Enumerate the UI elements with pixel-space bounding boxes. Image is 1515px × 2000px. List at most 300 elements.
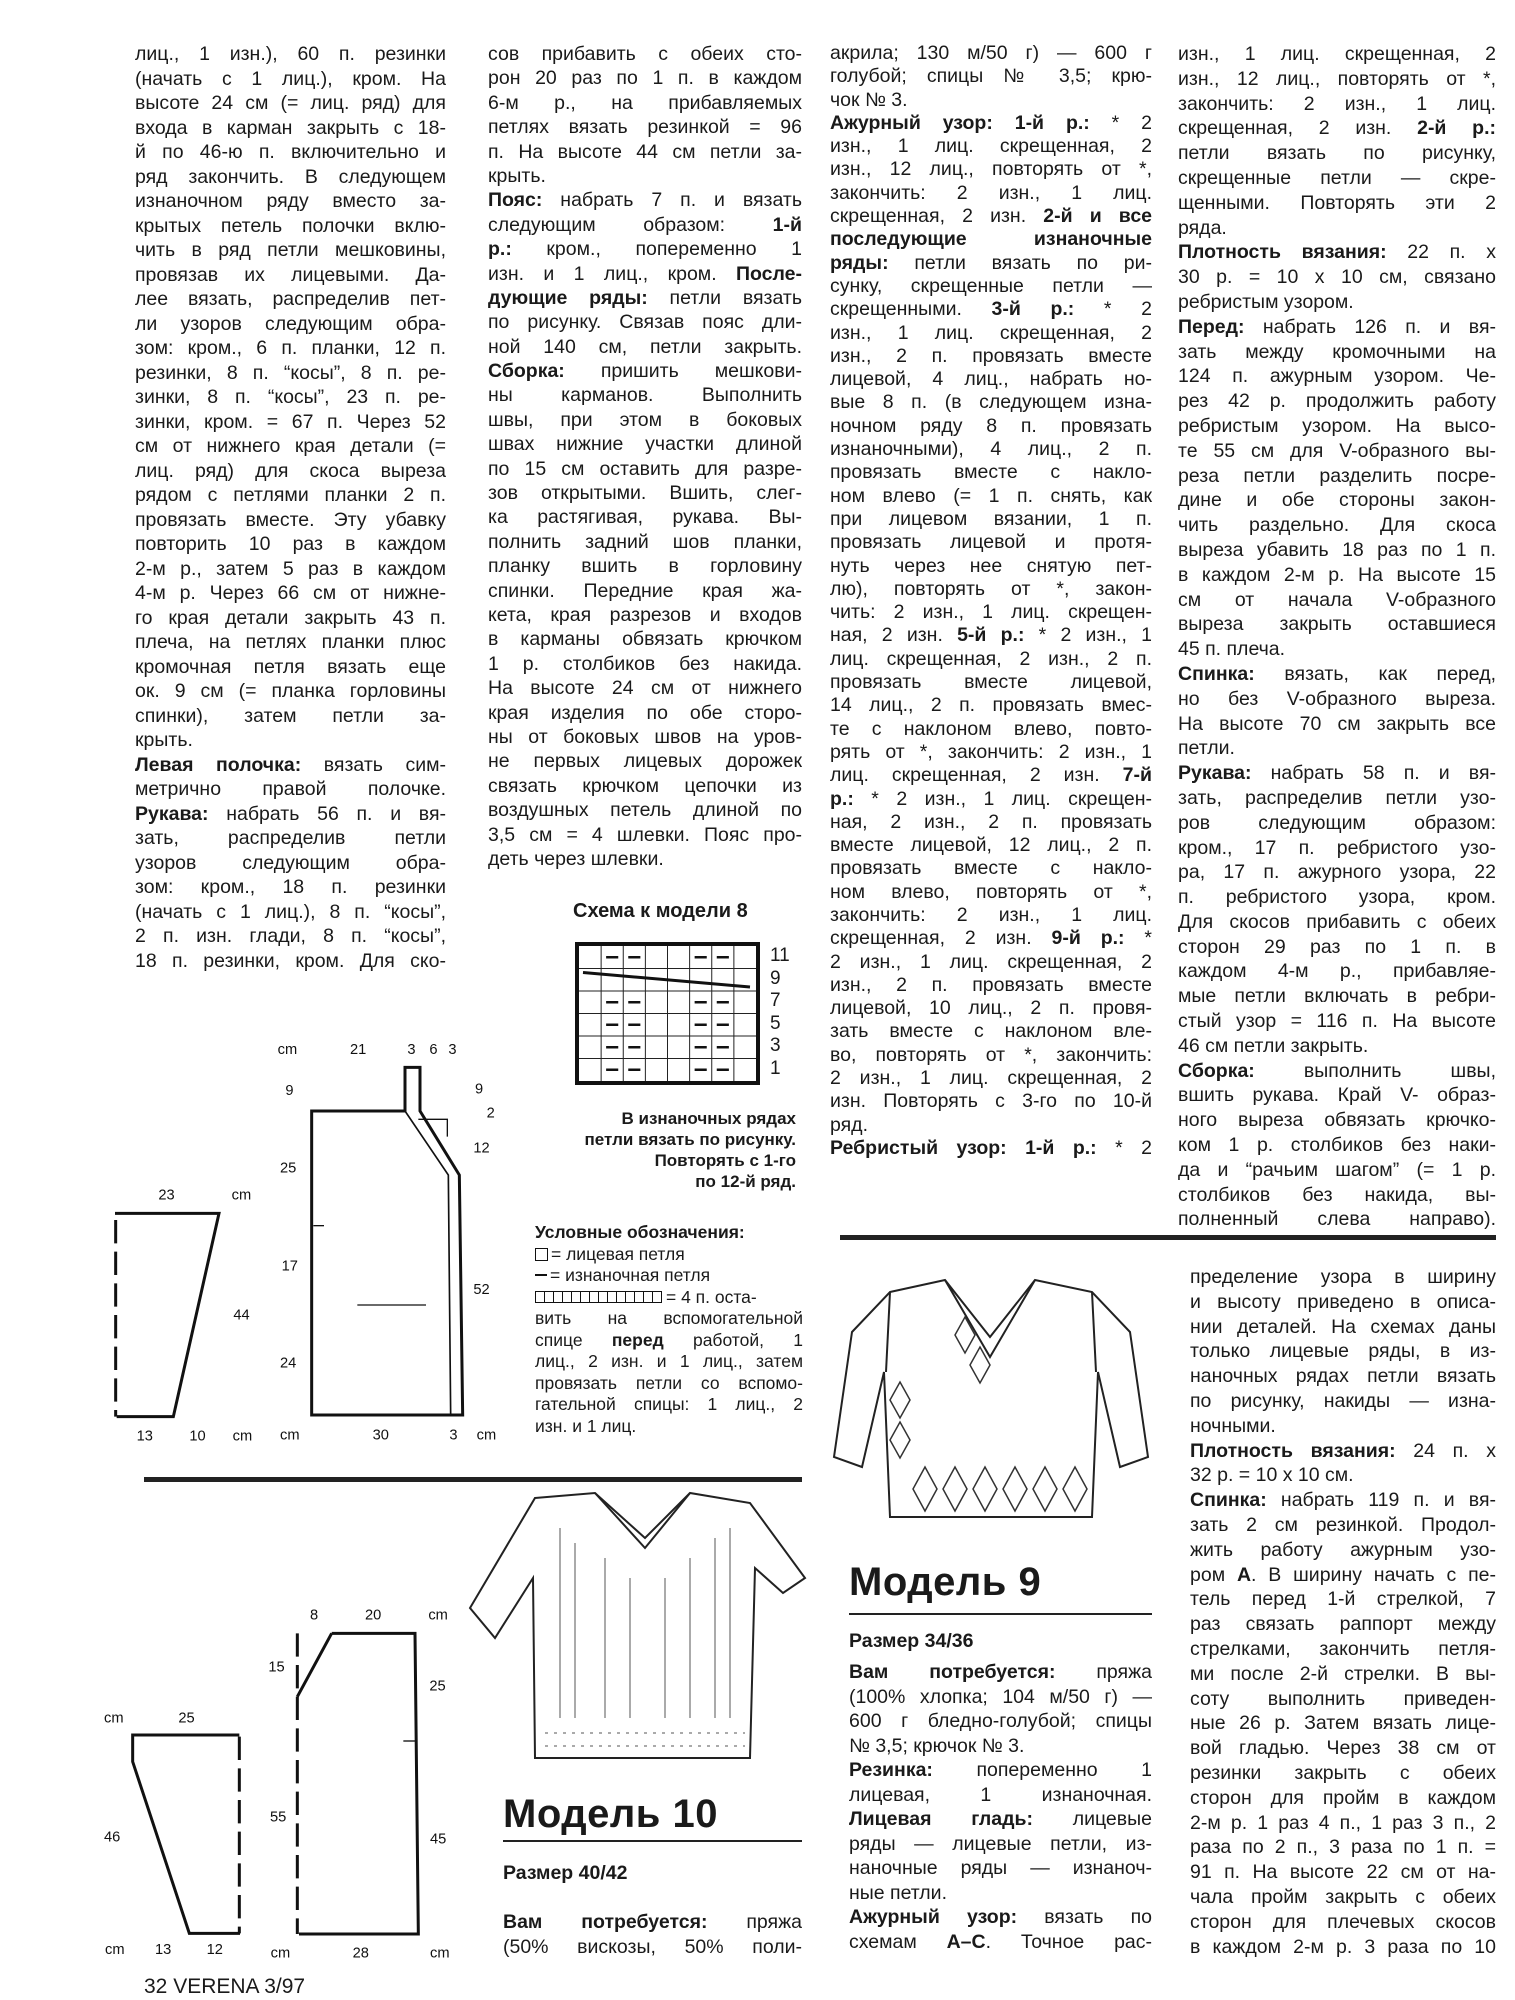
text-line: (50% вискозы, 50% поли- [503,1935,802,1958]
text-line: зом: кром., 18 п. резинки [135,876,446,898]
text-line: ром А. В ширину начать с пе- [1190,1563,1497,1586]
svg-text:3: 3 [407,1042,416,1058]
text-line: ные 26 р. Затем вязать лице- [1190,1712,1496,1735]
text-line: швах нижние участки длиной [488,433,802,456]
text-line: швы, при этом в боковых [488,408,802,431]
text-line: крыть. [135,729,193,751]
text-line: лицевой, 10 лиц., 2 п. провя- [830,997,1152,1020]
text-line: Вам потребуется: пряжа [503,1911,802,1933]
cable-symbol-icon [535,1291,662,1303]
text-line: скрещенные петли — скре- [1178,166,1496,189]
text-line: Резинка: попеременно 1 [849,1759,1152,1781]
text-line: скрещенными. 3-й р.: * 2 [830,298,1152,321]
text-line: столбиков без накида, вы- [1178,1183,1496,1206]
text-line: в каждом 2-м р. На высоте 15 [1178,563,1496,586]
text-line: зов открытыми. Вшить, слег- [488,482,802,505]
chart-row-number: 3 [770,1035,781,1056]
text-line: изн., 1 лиц. скрещенная, 2 [1178,43,1496,65]
text-line: зинки, 8 п. “косы”, 23 п. ре- [135,386,446,408]
text-line: ряд. [830,1113,868,1136]
text-line: ны от боковых швов на уров- [488,725,802,748]
text-line: наночные ряды — изнаноч- [849,1857,1152,1879]
chart-note-line: В изнаночных рядах [621,1109,796,1128]
text-line: Рукава: набрать 56 п. и вя- [135,802,446,825]
text-line: вой гладью. Через 38 см от [1190,1737,1496,1760]
svg-text:cm: cm [277,1042,298,1058]
text-line: см от нижнего края детали (= [135,435,446,457]
text-line: ряды: петли вязать по ри- [830,251,1152,274]
text-line: резинки, 8 п. “косы”, 8 п. ре- [135,361,446,384]
chart-note-line: Повторять с 1-го [654,1151,796,1170]
back-outline [297,1633,418,1934]
text-line: ном влево, повторять от *, [830,880,1152,903]
text-line: вые 8 п. (в следующем изна- [830,391,1152,414]
text-line: метрично правой полочке. [135,778,446,800]
svg-text:9: 9 [285,1083,294,1099]
chart-row-number: 5 [770,1012,781,1034]
text-line: раза по 2 п., 3 раза по 1 п. = [1190,1836,1496,1859]
text-line: лиц. скрещенная, 2 изн., 2 п. [830,647,1152,670]
legend-knit: = лицевая петля [535,1244,803,1266]
text-line: провязав их лицевыми. Да- [135,263,446,286]
text-line: и высоту приведено в описа- [1190,1290,1496,1313]
text-line: скрещенная, 2 изн. 2-й и все [830,205,1153,228]
text-line: п. ребристого узора, кром. [1178,886,1496,909]
text-line: скрещенная, 2 изн. 2-й р.: [1178,117,1496,140]
svg-text:2: 2 [486,1105,495,1122]
svg-text:12: 12 [206,1942,223,1958]
text-line: реза петли разделить посре- [1178,464,1496,487]
legend [535,1222,803,1437]
text-line: 32 р. = 10 х 10 см. [1190,1464,1354,1487]
text-line: рон 20 раз по 1 п. в каждом [488,67,802,90]
text-line: петли. [1178,737,1235,760]
text-line: ная, 2 изн. 5-й р.: * 2 изн., 1 [830,624,1152,647]
text-line: 600 г бледно-голубой; спицы [849,1710,1152,1732]
text-line: го края детали закрыть 43 п. [135,606,446,629]
text-line: лиц., 1 изн.), 60 п. резинки [135,43,446,65]
text-line: 46 см петли закрыть. [1178,1034,1369,1057]
svg-text:12: 12 [473,1140,490,1157]
text-line: изн., 12 лиц., повторять от *, [1178,67,1496,90]
text-line: кета, края разрезов и входов [488,603,802,626]
text-line: дине и обе стороны закон- [1178,489,1496,512]
text-line: спице перед работой, 1 [535,1329,803,1350]
text-line: изн. Повторять с 3-го по 10-й [830,1090,1152,1113]
svg-text:13: 13 [155,1942,172,1958]
text-line: чить раздельно. Для скоса [1178,514,1496,537]
text-line: рядом с петлями планки 2 п. [135,484,446,506]
text-line: ны карманов. Выполнить [488,384,802,407]
text-line: зом: кром., 6 п. планки, 12 п. [135,337,446,359]
page-footer: 32 VERENA 3/97 [144,1975,306,1998]
model9-sweater-illustration [830,1262,1150,1532]
svg-text:25: 25 [280,1160,297,1177]
text-line: выреза убавить 18 раз по 1 п. [1178,538,1496,561]
text-line: изн., 1 лиц. скрещенная, 2 [830,321,1152,344]
sleeve-outline [115,1213,219,1416]
text-line: спинки), затем петли за- [135,704,446,727]
text-line: зать между кромочными на [1178,340,1496,363]
text-line: лее вязать, распределив пет- [135,288,446,310]
text-line: ная, 2 изн., 2 п. провязать [830,810,1152,833]
legend-title: Условные обозначения: [535,1222,745,1242]
text-line: закончить: 2 изн., 1 лиц. [1178,92,1496,115]
text-line: изн., 1 лиц. скрещенная, 2 [830,135,1152,158]
text-line: На высоте 70 см закрыть все [1178,712,1496,735]
diamond-motifs [890,1317,1087,1511]
svg-text:cm: cm [105,1942,125,1958]
text-line: изн., 2 п. провязать вместе [830,973,1152,996]
text-line: во, повторять от *, закончить: [830,1043,1152,1066]
text-line: 91 п. На высоте 22 см от на- [1190,1861,1496,1884]
text-line: ли узоров следующим обра- [135,312,446,335]
svg-text:20: 20 [365,1607,382,1624]
svg-text:cm: cm [428,1607,448,1624]
text-line: Сборка: выполнить швы, [1178,1059,1496,1082]
text-line: 6-м р., на прибавляемых [488,91,802,114]
svg-text:23: 23 [158,1187,175,1204]
text-line: крыть. [488,164,546,187]
text-line: ра, 17 п. ажурного узора, 22 [1178,861,1496,884]
model8-pattern-diagram [100,1030,520,1450]
svg-text:cm: cm [231,1187,252,1204]
model9-column-continued [1190,1265,1496,1959]
svg-text:45: 45 [430,1831,447,1848]
svg-text:10: 10 [189,1428,206,1445]
text-line: ряд закончить. В следующем [135,165,446,188]
text-line: провязать петли со вспомо- [535,1372,803,1393]
text-line: р.: кром., попеременно 1 [488,238,802,261]
svg-text:cm: cm [232,1428,253,1445]
text-line: узоров следующим обра- [135,851,446,874]
svg-text:cm: cm [104,1710,124,1727]
chart-notes [585,1108,796,1192]
text-line: 18 п. резинки, кром. Для ско- [135,949,446,972]
svg-text:21: 21 [350,1042,367,1058]
model10-pattern-diagram [90,1590,480,1980]
text-line: воздушных петель длиной по [488,799,802,822]
article-column-1 [135,42,446,973]
text-line: чить: 2 изн., 1 лиц. скрещен- [830,601,1152,624]
text-line: лиц., 2 изн. и 1 лиц., затем [535,1351,803,1371]
text-line: 2 изн., 1 лиц. скрещенная, 2 [830,1067,1152,1090]
svg-text:6: 6 [429,1042,438,1058]
text-line: изнаночными), 4 лиц., 2 п. [830,438,1152,461]
text-line: по рисунку. Связав пояс дли- [488,311,802,334]
text-line: ров следующим образом: [1178,811,1496,834]
text-line: (начать с 1 лиц.), кром. На [135,67,446,90]
svg-text:25: 25 [429,1678,446,1695]
text-line: ребристым узором. На высо- [1178,414,1496,437]
svg-text:46: 46 [104,1829,121,1846]
text-line: Сборка: пришить мешкови- [488,360,802,383]
text-line: ребристым узором. [1178,290,1354,313]
chart-row-number: 1 [770,1057,781,1079]
text-line: (100% хлопка; 104 м/50 г) — [849,1685,1152,1708]
model10-title: Модель 10 [503,1792,718,1836]
text-line: зать вместе с наклоном вле- [830,1020,1152,1043]
text-line: вить на вспомогательной [535,1308,803,1328]
text-line: провязать вместе лицевой, [830,671,1152,694]
model9-title-rule [849,1613,1152,1615]
svg-text:9: 9 [475,1081,484,1098]
text-line: На высоте 24 см от нижнего [488,677,802,700]
text-line: изн. и 1 лиц., кром. После- [488,262,802,285]
text-line: лицевая, 1 изнаночная. [849,1783,1152,1806]
text-line: раз связать раппорт между [1190,1613,1496,1636]
svg-text:52: 52 [473,1282,490,1298]
text-line: резинки закрыть с обеих [1190,1761,1496,1784]
svg-text:17: 17 [281,1258,298,1275]
text-line: последующие изнаночные [830,228,1152,251]
model9-size: Размер 34/36 [849,1630,974,1652]
svg-text:3: 3 [448,1042,457,1058]
section-divider-right [840,1235,1496,1240]
text-line: ряда. [1178,216,1227,239]
text-line: ночном ряду 8 п. провязать [830,414,1152,437]
text-line: Левая полочка: вязать сим- [135,753,447,776]
text-line: стрелками, закончить петля- [1190,1637,1496,1660]
text-line: ок. 9 см (= планка горловины [135,680,446,702]
text-line: изн., 2 п. провязать вместе [830,344,1152,367]
text-line: лиц. скрещенная, 2 изн. 7-й [830,764,1152,787]
text-line: Рукава: набрать 58 п. и вя- [1178,762,1496,785]
chart-row-number: 9 [770,967,781,989]
text-line: спинки. Передние края жа- [488,579,802,602]
text-line: те 55 см для V-образного вы- [1178,439,1496,462]
schema-title: Схема к модели 8 [573,900,748,922]
text-line: стый узор = 116 п. На высоте [1178,1010,1496,1033]
text-line: деть через шлевки. [488,847,664,870]
text-line: ночными. [1190,1414,1276,1437]
text-line: 2-м р., затем 5 раз в каждом [135,557,446,580]
text-line: 2-м р. 1 раз 4 п., 1 раз 3 п., 2 [1190,1811,1496,1834]
text-line: акрила; 130 м/50 г) — 600 г [830,42,1152,64]
text-line: зать 2 см резинкой. Продол- [1190,1513,1496,1536]
text-line: полненный слева направо). [1178,1208,1496,1231]
svg-text:24: 24 [280,1355,297,1372]
text-line: 14 лиц., 2 п. провязать вмес- [830,694,1152,717]
text-line: наночных рядах петли вязать [1190,1365,1496,1388]
text-line: следующим образом: 1-й [488,213,802,236]
text-line: зать, распределив петли [135,827,446,849]
text-line: схемам А–С. Точное рас- [849,1930,1152,1953]
svg-text:30: 30 [372,1427,389,1444]
chart-note-line: петли вязать по рисунку. [584,1130,796,1149]
svg-text:55: 55 [270,1809,287,1826]
text-line: 30 р. = 10 х 10 см, связано [1178,266,1496,289]
text-line: тель перед 1-й стрелкой, 7 [1190,1588,1496,1611]
text-line: ком 1 р. столбиков без наки- [1178,1134,1496,1157]
text-line: по 15 см оставить для разре- [488,457,802,480]
text-line: при лицевом вязании, 1 п. [830,507,1152,530]
text-line: сторон для плечевых скосов [1190,1910,1496,1933]
text-line: ной 140 см, петли закрыть. [488,335,802,358]
text-line: скрещенная, 2 изн. 9-й р.: * [830,927,1152,950]
purl-dash-icon [535,1274,547,1276]
text-line: 2 п. изн. глади, 8 п. “косы”, [135,925,446,947]
text-line: входа в карман закрыть с 18- [135,116,446,139]
text-line: ка растягивая, рукава. Вы- [488,506,802,529]
text-line: Ажурный узор: вязать по [849,1906,1152,1928]
svg-text:25: 25 [178,1710,195,1727]
text-line: Перед: набрать 126 п. и вя- [1178,315,1496,338]
section-divider-left [144,1477,802,1482]
text-line: соту выполнить приведен- [1190,1687,1496,1710]
text-line: по рисунку, накиды — изна- [1190,1389,1496,1412]
article-column-4 [1178,42,1496,1232]
text-line: высоте 24 см (= лиц. ряд) для [135,92,446,114]
text-line: чок № 3. [830,88,908,111]
text-line: Ребристый узор: 1-й р.: * 2 [830,1136,1152,1159]
text-line: сов прибавить с обеих сто- [488,43,802,65]
text-line: вшить рукава. Край V- образ- [1178,1084,1496,1107]
text-line: Ажурный узор: 1-й р.: * 2 [830,111,1152,134]
legend-cable: = 4 п. оста- [535,1287,803,1309]
text-line: 1 р. столбиков без накида. [488,652,802,675]
text-line: 124 п. ажурным узором. Че- [1178,365,1496,388]
text-line: провязать вместе. Эту убавку [135,508,446,531]
svg-text:13: 13 [136,1428,153,1445]
text-line: закончить: 2 изн., 1 лиц. [830,181,1152,204]
text-line: (начать с 1 лиц.), 8 п. “косы”, [135,900,446,923]
article-column-2 [488,42,802,871]
text-line: сунку, скрещенные петли — [830,274,1152,297]
svg-text:cm: cm [280,1427,300,1444]
text-line: 45 п. плеча. [1178,638,1286,661]
model10-materials [503,1910,802,1959]
model10-size: Размер 40/42 [503,1862,628,1884]
text-line: ми после 2-й стрелки. В вы- [1190,1662,1496,1685]
text-line: изн., 12 лиц., повторять от *, [830,158,1152,181]
text-line: Плотность вязания: 24 п. х [1190,1439,1496,1462]
text-line: 4-м р. Через 66 см от нижне- [135,582,446,604]
text-line: ные петли. [849,1881,947,1904]
svg-text:8: 8 [310,1607,319,1624]
svg-text:cm: cm [270,1945,291,1962]
svg-text:15: 15 [268,1659,285,1676]
text-line: в каждом 2-м р. 3 раза по 10 [1190,1935,1496,1958]
stitch-chart-grid [575,942,760,1085]
text-line: см от начала V-образного [1178,588,1496,611]
text-line: голубой; спицы № 3,5; крю- [830,65,1152,88]
svg-text:3: 3 [449,1427,458,1444]
text-line: изн. и 1 лиц. [535,1415,637,1436]
text-line: й по 46-ю п. включительно и [135,141,446,163]
text-line: закончить: 2 изн., 1 лиц. [830,903,1152,926]
text-line: только лицевые ряды, в из- [1190,1340,1496,1363]
text-line: чить в ряд петли мешковины, [135,239,446,261]
svg-text:28: 28 [352,1945,369,1962]
text-line: не первых лицевых дорожек [488,750,802,773]
text-line: связать крючком цепочки из [488,774,802,797]
text-line: гательной спицы: 1 лиц., 2 [535,1394,803,1414]
text-line: рез 42 р. продолжить работу [1178,390,1496,413]
text-line: выреза закрыть оставшиеся [1178,613,1496,636]
text-line: сторон для пройм в каждом [1190,1786,1496,1809]
text-line: лю), повторять от *, закон- [830,577,1152,600]
text-line: провязать вместе с накло- [830,857,1152,880]
text-line: ном влево (= 1 п. снять, как [830,484,1152,507]
text-line: планку вшить в горловину [488,555,802,578]
text-line: щенными. Повторять эти 2 [1178,191,1496,214]
text-line: вместе лицевой, 12 лиц., 2 п. [830,834,1152,857]
text-line: нии деталей. На схемах даны [1190,1315,1496,1338]
text-line: Лицевая гладь: лицевые [849,1808,1152,1830]
legend-purl: = изнаночная петля [535,1265,803,1287]
knit-square-icon [535,1248,548,1261]
model10-title-rule [503,1840,802,1842]
text-line: но без V-образного выреза. [1178,687,1496,710]
model9-title: Модель 9 [849,1560,1042,1604]
model10-sweater-illustration [465,1488,815,1778]
legend-cable-description [535,1308,803,1437]
text-line: р.: * 2 изн., 1 лиц. скрещен- [830,787,1152,810]
text-line: лицевой, 4 лиц., набрать но- [830,368,1152,391]
text-line: пределение узора в ширину [1190,1266,1496,1288]
text-line: 3,5 см = 4 шлевки. Пояс про- [488,823,802,846]
text-line: сторон 29 раз по 1 п. в [1178,935,1496,958]
text-line: в карманы обвязать крючком [488,628,802,651]
text-line: рять от *, закончить: 2 изн., 1 [830,740,1152,763]
text-line: петли вязать по рисунку, [1178,142,1496,165]
text-line: лиц. ряд) для скоса выреза [135,459,446,482]
cable-cross-mark [583,973,750,988]
text-line: зинки, кром. = 67 п. Через 52 [135,410,446,433]
text-line: провязать лицевой и протя- [830,531,1152,554]
text-line: п. На высоте 44 см петли за- [488,140,802,163]
text-line: ного выреза обвязать крючко- [1178,1109,1496,1132]
stripe-pattern [545,1528,745,1746]
text-line: зать, распределив петли узо- [1178,786,1496,809]
text-line: ряды — лицевые петли, из- [849,1832,1152,1855]
text-line: кром., 17 п. ребристого узо- [1178,836,1496,859]
chart-row-number: 7 [770,990,781,1011]
text-line: дующие ряды: петли вязать [488,286,803,309]
text-line: Для скосов прибавить с обеих [1178,910,1496,933]
svg-text:44: 44 [233,1307,250,1324]
text-line: полнить задний шов планки, [488,530,802,553]
text-line: петлях вязать резинкой = 96 [488,116,802,139]
model9-materials [849,1660,1152,1954]
text-line: № 3,5; крючок № 3. [849,1734,1025,1757]
chart-row-number: 11 [770,945,790,966]
text-line: Спинка: набрать 119 п. и вя- [1190,1489,1496,1512]
text-line: нуть через нее снятую пет- [830,554,1152,577]
article-column-3 [830,42,1152,1160]
text-line: мые петли включать в ребри- [1178,985,1496,1008]
text-line: чала пройм закрыть с обеих [1190,1885,1496,1908]
chart-note-line: по 12-й ряд. [695,1172,796,1191]
svg-text:cm: cm [430,1945,450,1962]
text-line: каждом 4-м р., прибавляе- [1178,960,1496,983]
text-line: Плотность вязания: 22 п. х [1178,241,1496,264]
text-line: жить работу ажурным узо- [1190,1538,1496,1561]
text-line: Спинка: вязать, как перед, [1178,662,1496,685]
sleeve-outline [133,1735,240,1933]
text-line: да и “рачьим шагом” (= 1 р. [1178,1158,1496,1181]
text-line: 2 изн., 1 лиц. скрещенная, 2 [830,950,1152,973]
text-line: кромочная петля вязать еще [135,655,446,678]
text-line: те с наклоном влево, повто- [830,717,1152,740]
text-line: Вам потребуется: пряжа [849,1661,1152,1683]
text-line: Пояс: набрать 7 п. и вязать [488,189,802,212]
text-line: провязать вместе с накло- [830,461,1152,484]
text-line: края изделия по обе сторо- [488,701,802,724]
text-line: повторить 10 раз в каждом [135,533,446,555]
text-line: плеча, на петлях планки плюс [135,631,446,653]
